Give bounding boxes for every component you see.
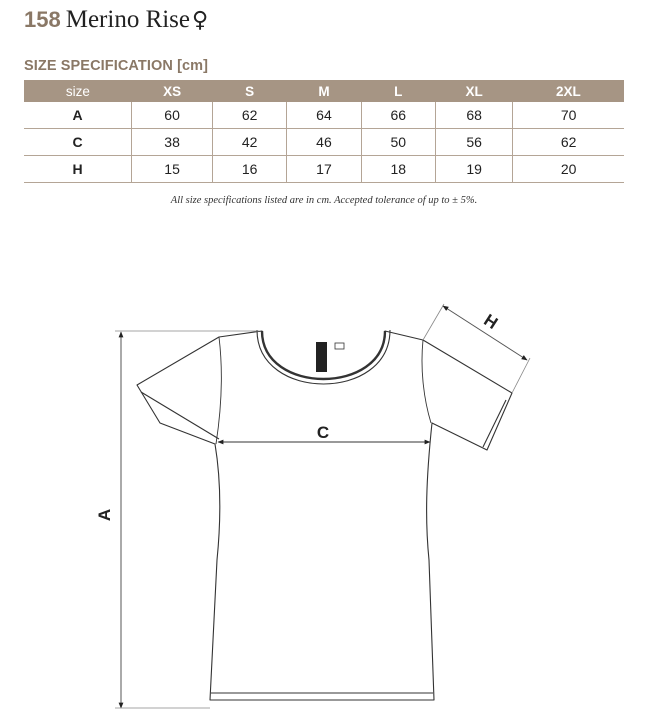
dimension-a	[95, 331, 259, 708]
row-label: A	[24, 102, 132, 129]
table-cell: 42	[212, 129, 286, 156]
table-cell: 56	[435, 129, 512, 156]
table-cell: 62	[513, 129, 624, 156]
female-symbol-icon: ♀	[192, 8, 209, 33]
header-m: M	[287, 80, 361, 102]
table-cell: 19	[435, 156, 512, 183]
table-cell: 70	[513, 102, 624, 129]
dimension-h	[423, 304, 530, 393]
table-cell: 16	[212, 156, 286, 183]
section-title: SIZE SPECIFICATION [cm]	[24, 58, 209, 74]
header-l: L	[361, 80, 435, 102]
table-cell: 66	[361, 102, 435, 129]
table-cell: 15	[132, 156, 213, 183]
table-cell: 18	[361, 156, 435, 183]
row-label: C	[24, 129, 132, 156]
tolerance-note: All size specifications listed are in cm. Accepted tolerance of up to ± 5%.	[170, 195, 478, 206]
table-cell: 68	[435, 102, 512, 129]
table-cell: 62	[212, 102, 286, 129]
row-label: H	[24, 156, 132, 183]
table-cell: 20	[513, 156, 624, 183]
product-number: 158	[24, 7, 61, 32]
label-c: C	[316, 423, 330, 442]
table-cell: 60	[132, 102, 213, 129]
label-a: A	[95, 508, 114, 522]
header-size: size	[24, 80, 132, 102]
product-name: Merino Rise	[65, 6, 191, 33]
header-2xl: 2XL	[513, 80, 624, 102]
table-cell: 50	[361, 129, 435, 156]
table-cell: 46	[287, 129, 361, 156]
table-cell: 38	[132, 129, 213, 156]
dimension-c	[218, 423, 430, 442]
label-h: H	[480, 310, 502, 334]
table-cell: 64	[287, 102, 361, 129]
header-s: S	[212, 80, 286, 102]
header-xl: XL	[435, 80, 512, 102]
header-xs: XS	[132, 80, 213, 102]
table-cell: 17	[287, 156, 361, 183]
neck-label	[316, 342, 344, 372]
tshirt-outline	[137, 330, 512, 700]
